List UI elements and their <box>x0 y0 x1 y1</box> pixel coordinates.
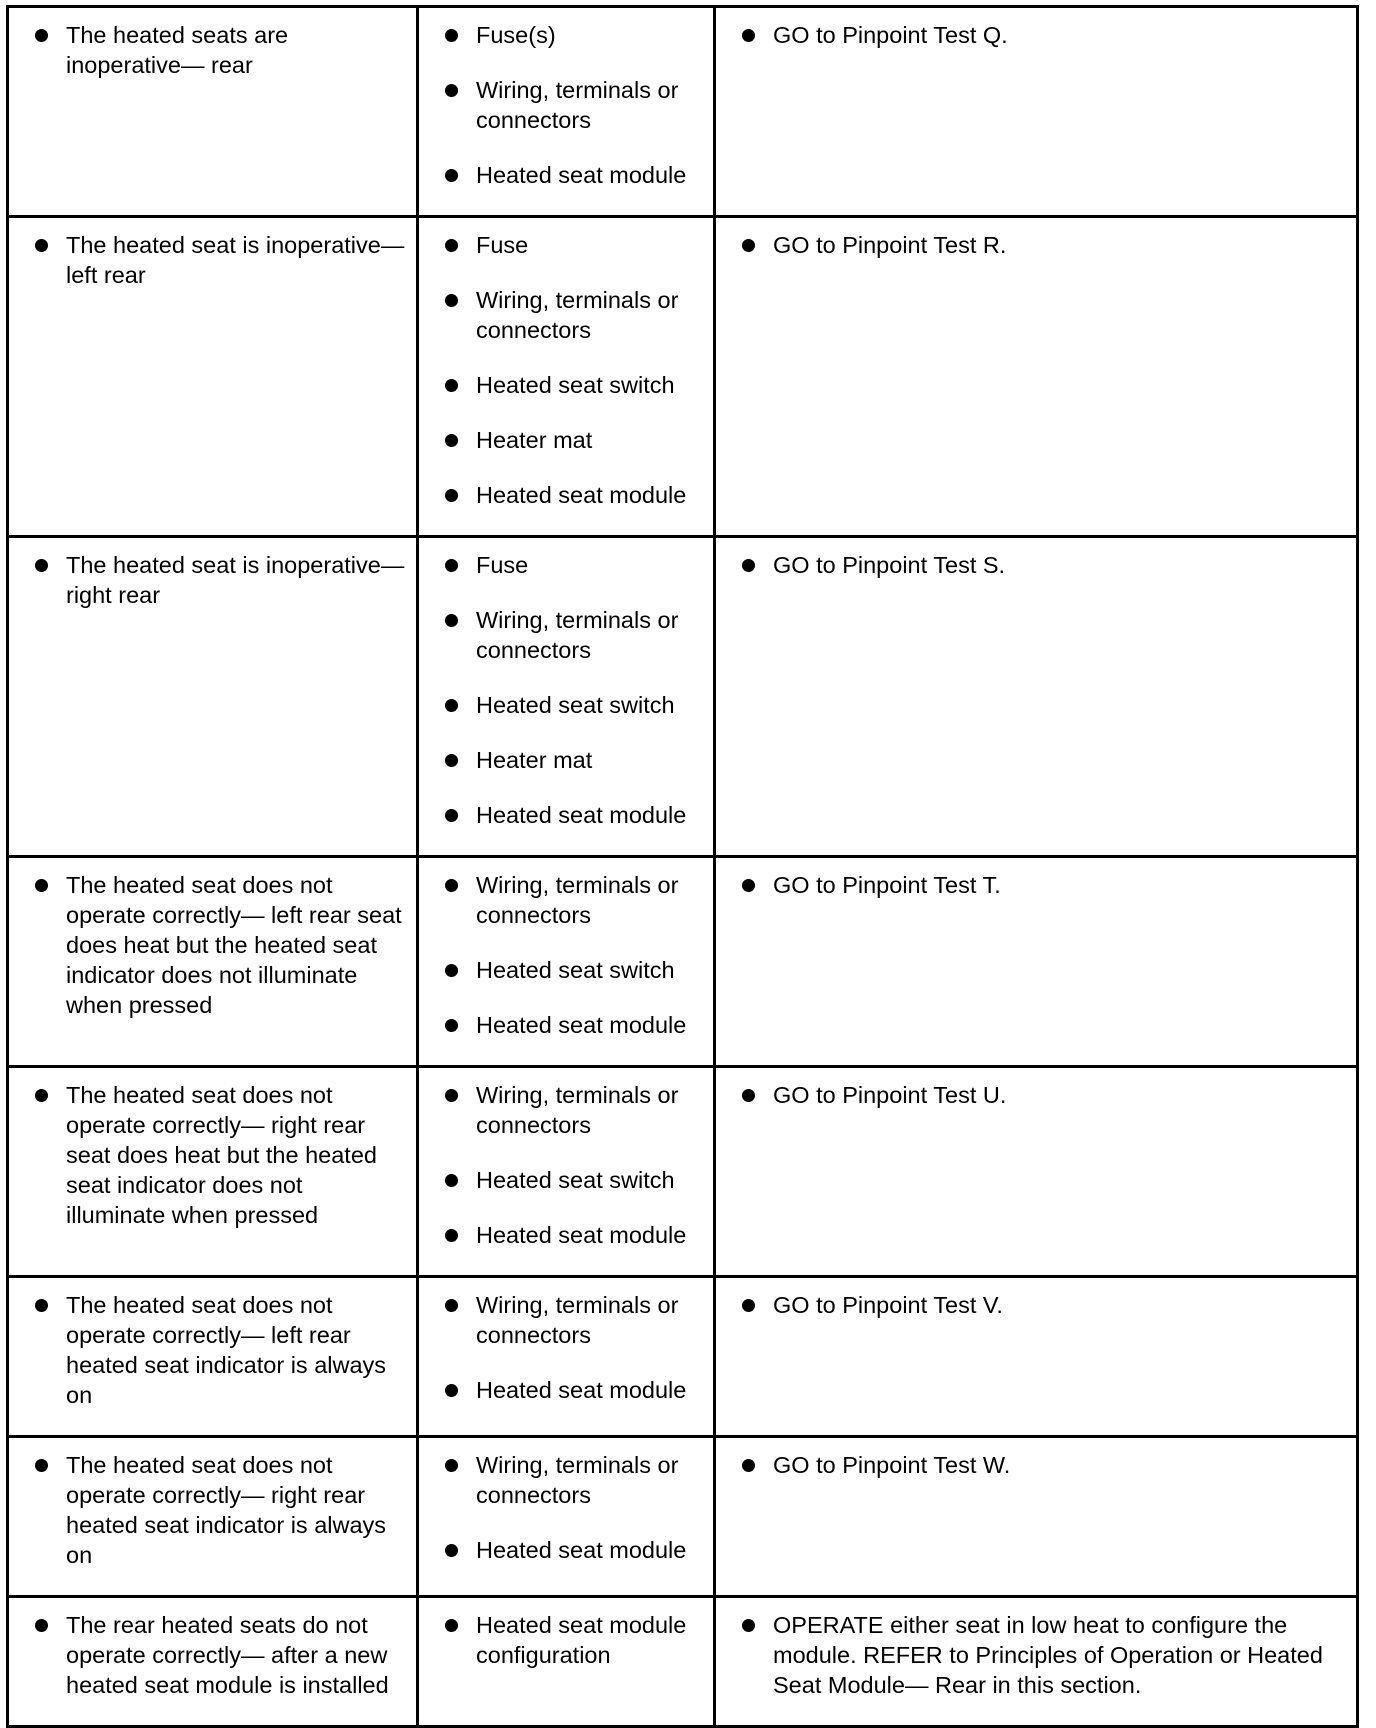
bullet-list <box>716 1068 1356 1110</box>
list-item: Heater mat <box>419 745 705 775</box>
list-item: Heated seat module <box>419 480 705 510</box>
bullet-list <box>419 538 713 830</box>
list-item: Heated seat module <box>419 160 705 190</box>
table-row <box>8 217 1358 537</box>
bullet-list <box>419 1598 713 1670</box>
bullet-list <box>716 538 1356 580</box>
table-row <box>8 1597 1358 1727</box>
bullet-list <box>419 1278 713 1405</box>
list-item: The rear heated seats do not operate correctly— after a new heated seat module is installed <box>9 1610 408 1700</box>
list-item: Heated seat module <box>419 1535 705 1565</box>
list-item: The heated seat does not operate correctly— left rear seat does heat but the heated seat indicator does not illuminate when pressed <box>9 870 408 1020</box>
list-item: The heated seat is inoperative— left rear <box>9 230 408 290</box>
list-item: Wiring, terminals or connectors <box>419 1450 705 1510</box>
bullet-list <box>9 538 416 610</box>
action-cell <box>715 537 1358 857</box>
bullet-list <box>716 858 1356 900</box>
possible-source-cell <box>418 1437 715 1597</box>
bullet-list <box>419 218 713 510</box>
table-row <box>8 7 1358 217</box>
symptom-chart-body <box>8 7 1358 1727</box>
list-item: Heated seat switch <box>419 955 705 985</box>
possible-source-cell <box>418 217 715 537</box>
list-item: The heated seat does not operate correctly— left rear heated seat indicator is always on <box>9 1290 408 1410</box>
condition-cell <box>8 1597 418 1727</box>
bullet-list <box>9 858 416 1020</box>
condition-cell <box>8 217 418 537</box>
list-item: GO to Pinpoint Test Q. <box>716 20 1348 50</box>
list-item: Heater mat <box>419 425 705 455</box>
action-cell <box>715 1277 1358 1437</box>
bullet-list <box>9 1278 416 1410</box>
bullet-list <box>716 8 1356 50</box>
bullet-list <box>9 218 416 290</box>
possible-source-cell <box>418 537 715 857</box>
possible-source-cell <box>418 1597 715 1727</box>
list-item: Wiring, terminals or connectors <box>419 605 705 665</box>
condition-cell <box>8 7 418 217</box>
list-item: Heated seat switch <box>419 370 705 400</box>
list-item: GO to Pinpoint Test V. <box>716 1290 1348 1320</box>
condition-cell <box>8 1437 418 1597</box>
action-cell <box>715 857 1358 1067</box>
condition-cell <box>8 537 418 857</box>
bullet-list <box>419 8 713 190</box>
bullet-list <box>716 1278 1356 1320</box>
bullet-list <box>716 1438 1356 1480</box>
bullet-list <box>9 1068 416 1230</box>
table-row <box>8 857 1358 1067</box>
bullet-list <box>9 8 416 80</box>
list-item: GO to Pinpoint Test T. <box>716 870 1348 900</box>
list-item: Heated seat module configuration <box>419 1610 705 1670</box>
bullet-list <box>9 1438 416 1570</box>
table-row <box>8 1277 1358 1437</box>
bullet-list <box>419 858 713 1040</box>
action-cell <box>715 1067 1358 1277</box>
list-item: GO to Pinpoint Test W. <box>716 1450 1348 1480</box>
list-item: Wiring, terminals or connectors <box>419 1290 705 1350</box>
possible-source-cell <box>418 1277 715 1437</box>
list-item: The heated seat does not operate correctly— right rear heated seat indicator is always on <box>9 1450 408 1570</box>
list-item: Fuse <box>419 550 705 580</box>
list-item: Heated seat module <box>419 1220 705 1250</box>
action-cell <box>715 1597 1358 1727</box>
table-row <box>8 1437 1358 1597</box>
condition-cell <box>8 1277 418 1437</box>
list-item: Wiring, terminals or connectors <box>419 1080 705 1140</box>
possible-source-cell <box>418 7 715 217</box>
list-item: The heated seat does not operate correctly— right rear seat does heat but the heated seat indicator does not illuminate when pressed <box>9 1080 408 1230</box>
list-item: Heated seat module <box>419 800 705 830</box>
condition-cell <box>8 857 418 1067</box>
bullet-list <box>419 1068 713 1250</box>
possible-source-cell <box>418 1067 715 1277</box>
list-item: Fuse(s) <box>419 20 705 50</box>
bullet-list <box>9 1598 416 1700</box>
list-item: Wiring, terminals or connectors <box>419 75 705 135</box>
bullet-list <box>716 1598 1356 1700</box>
list-item: The heated seats are inoperative— rear <box>9 20 408 80</box>
table-row <box>8 1067 1358 1277</box>
action-cell <box>715 217 1358 537</box>
list-item: GO to Pinpoint Test S. <box>716 550 1348 580</box>
symptom-chart-table <box>6 5 1359 1728</box>
condition-cell <box>8 1067 418 1277</box>
list-item: The heated seat is inoperative— right rear <box>9 550 408 610</box>
table-row <box>8 537 1358 857</box>
bullet-list <box>419 1438 713 1565</box>
list-item: GO to Pinpoint Test U. <box>716 1080 1348 1110</box>
list-item: Heated seat module <box>419 1010 705 1040</box>
list-item: Wiring, terminals or connectors <box>419 870 705 930</box>
action-cell <box>715 1437 1358 1597</box>
list-item: GO to Pinpoint Test R. <box>716 230 1348 260</box>
possible-source-cell <box>418 857 715 1067</box>
list-item: Heated seat switch <box>419 690 705 720</box>
list-item: OPERATE either seat in low heat to configure the module. REFER to Principles of Operation or Heated Seat Module— Rear in this section. <box>716 1610 1348 1700</box>
bullet-list <box>716 218 1356 260</box>
list-item: Fuse <box>419 230 705 260</box>
action-cell <box>715 7 1358 217</box>
list-item: Heated seat module <box>419 1375 705 1405</box>
list-item: Wiring, terminals or connectors <box>419 285 705 345</box>
list-item: Heated seat switch <box>419 1165 705 1195</box>
